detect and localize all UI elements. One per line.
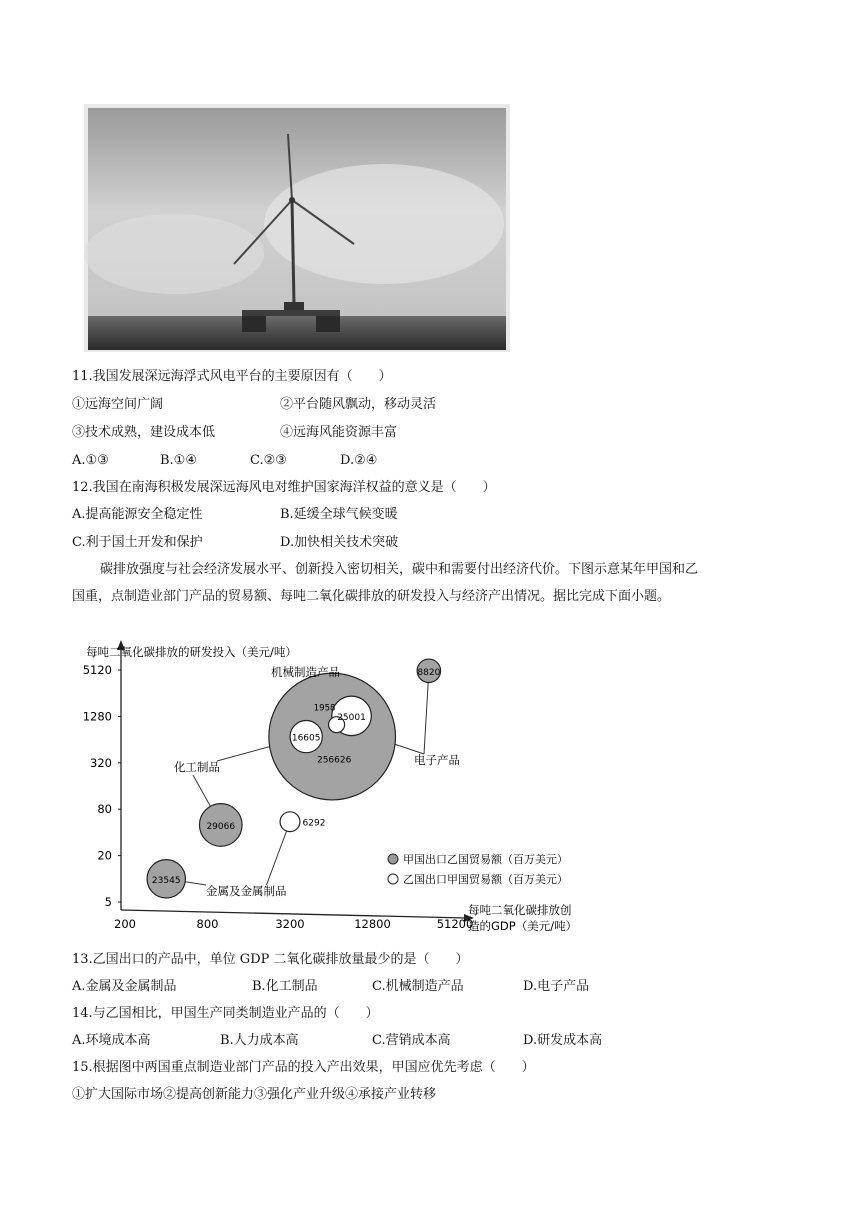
x-tick-label: 12800 (354, 917, 391, 931)
q13-option-d: D.电子产品 (523, 979, 590, 994)
bubble-value-label: 1958 (313, 703, 336, 714)
y-tick-label: 20 (97, 848, 112, 863)
legend-swatch-yi (388, 874, 398, 884)
q12-option-b: B.延缓全球气候变暖 (280, 507, 398, 522)
q14-option-d: D.研发成本高 (523, 1033, 603, 1048)
offshore-wind-turbine-photo (84, 104, 510, 352)
bubble-chart (66, 640, 596, 938)
passage-line-1: 碳排放强度与社会经济发展水平、创新投入密切相关，碳中和需要付出经济代价。下图示意某年甲国和乙 (100, 562, 699, 577)
legend-label-jia: 甲国出口乙国贸易额（百万美元） (403, 853, 568, 866)
bubble-yi (280, 812, 300, 832)
q11-item-2: ②平台随风飘动，移动灵活 (280, 397, 437, 412)
q13-option-c: C.机械制造产品 (372, 979, 464, 994)
y-tick-label: 320 (90, 755, 112, 770)
q12-option-c: C.利于国土开发和保护 (72, 535, 203, 550)
x-tick-label: 200 (114, 917, 136, 931)
annotation-label: 机械制造产品 (271, 665, 340, 679)
passage-line-2: 国重，点制造业部门产品的贸易额、每吨二氧化碳排放的研发投入与经济产出情况。据比完成下面小题。 (72, 589, 671, 604)
q11-stem: 11.我国发展深远海浮式风电平台的主要原因有（ ） (72, 369, 392, 384)
q11-option-a: A.①③ (72, 453, 109, 468)
q11-option-d: D.②④ (340, 453, 378, 468)
bubble-value-label: 23545 (151, 875, 181, 886)
x-tick-label: 51200 (436, 917, 474, 931)
bubble-value-label: 6292 (302, 818, 326, 829)
y-axis-title: 每吨二氧化碳排放的研发投入（美元/吨） (86, 645, 297, 659)
bubble-value-label: 16605 (291, 733, 321, 744)
annotation-label: 化工制品 (174, 760, 220, 774)
q15-items: ①扩大国际市场②提高创新能力③强化产业升级④承接产业转移 (72, 1087, 437, 1102)
bubble-value-label: 8820 (417, 667, 441, 678)
q12-option-d: D.加快相关技术突破 (280, 535, 399, 550)
x-axis-title-line-1: 每吨二氧化碳排放创 (468, 903, 572, 917)
y-tick-label: 80 (97, 802, 112, 817)
bubble-jia (269, 673, 396, 800)
q11-item-1: ①远海空间广阔 (72, 397, 164, 412)
q12-stem: 12.我国在南海积极发展深远海风电对维护国家海洋权益的意义是（ ） (72, 480, 496, 495)
bubble-value-label: 29066 (206, 821, 236, 832)
q11-option-b: B.①④ (160, 453, 197, 468)
bubble-value-label: 256626 (316, 755, 352, 766)
q14-option-a: A.环境成本高 (72, 1033, 151, 1048)
q13-option-a: A.金属及金属制品 (72, 979, 177, 994)
y-tick-label: 5 (104, 895, 112, 909)
q14-option-c: C.营销成本高 (372, 1033, 451, 1048)
legend-label-yi: 乙国出口甲国贸易额（百万美元） (403, 873, 568, 886)
x-axis-title-line-2: 造的GDP（美元/吨） (468, 919, 578, 933)
bubble-value-label: 25001 (337, 712, 366, 723)
annotation-label: 金属及金属制品 (206, 884, 287, 898)
x-tick-label: 800 (196, 917, 219, 931)
y-tick-label: 1280 (82, 709, 112, 724)
q13-stem: 13.乙国出口的产品中，单位 GDP 二氧化碳排放量最少的是（ ） (72, 952, 469, 967)
annotation-label: 电子产品 (414, 753, 460, 767)
q14-stem: 14.与乙国相比，甲国生产同类制造业产品的（ ） (72, 1006, 379, 1021)
q13-option-b: B.化工制品 (252, 979, 318, 994)
q12-option-a: A.提高能源安全稳定性 (72, 507, 203, 522)
q11-item-3: ③技术成熟，建设成本低 (72, 425, 216, 440)
legend-swatch-jia (388, 854, 398, 864)
y-tick-label: 5120 (82, 663, 112, 677)
q11-item-4: ④远海风能资源丰富 (280, 425, 398, 440)
q11-option-c: C.②③ (250, 453, 287, 468)
q15-stem: 15.根据图中两国重点制造业部门产品的投入产出效果，甲国应优先考虑（ ） (72, 1060, 535, 1075)
x-tick-label: 3200 (275, 917, 305, 931)
q14-option-b: B.人力成本高 (220, 1033, 299, 1048)
